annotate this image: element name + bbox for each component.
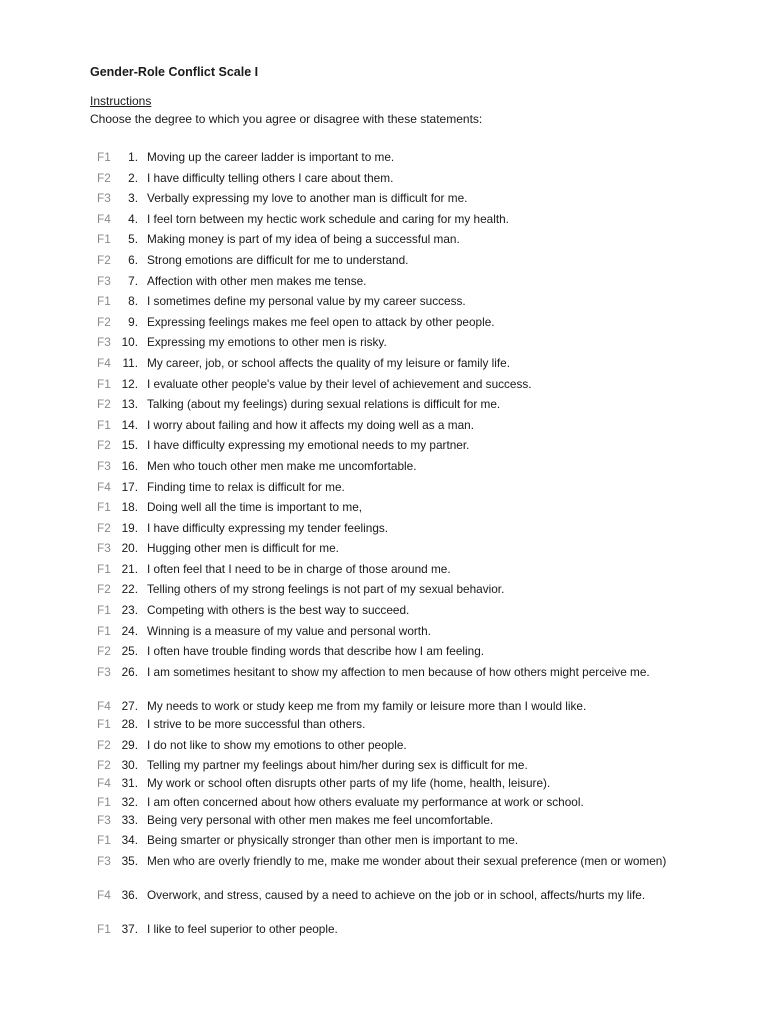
item-statement: Men who are overly friendly to me, make me wonder about their sexual preference (men or women) <box>147 853 667 868</box>
factor-code: F4 <box>97 698 111 713</box>
item-number: 14. <box>121 417 138 432</box>
scale-item <box>0 540 768 561</box>
item-statement: I feel torn between my hectic work schedule and caring for my health. <box>147 211 509 226</box>
item-statement: Winning is a measure of my value and personal worth. <box>147 623 431 638</box>
item-statement: Making money is part of my idea of being a successful man. <box>147 232 460 247</box>
factor-code: F2 <box>97 397 111 412</box>
item-number: 18. <box>121 500 138 515</box>
scale-item <box>0 643 768 664</box>
item-number: 10. <box>121 335 138 350</box>
item-number: 7. <box>128 273 138 288</box>
item-number: 33. <box>121 812 138 827</box>
item-statement: I often have trouble finding words that describe how I am feeling. <box>147 644 485 659</box>
item-number: 37. <box>121 921 138 936</box>
scale-item <box>0 561 768 582</box>
scale-item <box>0 716 768 737</box>
scale-item <box>0 417 768 438</box>
factor-code: F3 <box>97 812 111 827</box>
scale-item <box>0 355 768 376</box>
item-number: 12. <box>121 376 138 391</box>
scale-item <box>0 499 768 520</box>
factor-code: F1 <box>97 232 111 247</box>
scale-item <box>0 737 768 758</box>
item-number: 25. <box>121 644 138 659</box>
factor-code: F1 <box>97 150 111 164</box>
item-number: 5. <box>128 232 138 247</box>
scale-item <box>0 479 768 500</box>
scale-item <box>0 520 768 541</box>
document-title: Gender-Role Conflict Scale I <box>90 65 259 79</box>
item-statement: Expressing my emotions to other men is risky. <box>147 335 387 350</box>
item-number: 2. <box>128 170 138 185</box>
scale-item <box>0 170 768 191</box>
item-statement: Expressing feelings makes me feel open to attack by other people. <box>147 314 495 329</box>
item-number: 27. <box>121 698 138 713</box>
item-statement: I am sometimes hesitant to show my affection to men because of how others might perceive me. <box>147 664 650 679</box>
factor-code: F1 <box>97 500 111 515</box>
item-statement: Telling others of my strong feelings is not part of my sexual behavior. <box>147 582 505 597</box>
item-statement: Overwork, and stress, caused by a need to achieve on the job or in school, affects/hurts my life. <box>147 887 646 902</box>
item-statement: Being smarter or physically stronger than other men is important to me. <box>147 833 519 848</box>
item-statement: I worry about failing and how it affects my doing well as a man. <box>147 417 474 432</box>
factor-code: F1 <box>97 294 111 309</box>
factor-code: F2 <box>97 314 111 329</box>
factor-code: F2 <box>97 438 111 453</box>
factor-code: F2 <box>97 170 111 185</box>
scale-item <box>0 376 768 397</box>
scale-item <box>0 190 768 211</box>
factor-code: F1 <box>97 921 111 936</box>
item-number: 9. <box>128 314 138 329</box>
factor-code: F4 <box>97 211 111 226</box>
scale-item <box>0 458 768 479</box>
item-number: 36. <box>121 887 138 902</box>
factor-code: F1 <box>97 561 111 576</box>
item-number: 32. <box>121 794 138 809</box>
scale-item <box>0 921 768 942</box>
item-statement: Moving up the career ladder is important to me. <box>147 150 395 164</box>
factor-code: F4 <box>97 887 111 902</box>
item-statement: I am often concerned about how others evaluate my performance at work or school. <box>147 794 584 809</box>
item-number: 3. <box>128 191 138 206</box>
factor-code: F3 <box>97 273 111 288</box>
item-number: 24. <box>121 623 138 638</box>
item-statement: Affection with other men makes me tense. <box>147 273 367 288</box>
scale-item <box>0 853 768 887</box>
item-number: 29. <box>121 737 138 752</box>
item-statement: Finding time to relax is difficult for me. <box>147 479 345 494</box>
instructions-text: Choose the degree to which you agree or disagree with these statements: <box>90 112 483 126</box>
item-number: 13. <box>121 397 138 412</box>
item-statement: I strive to be more successful than others. <box>147 717 366 732</box>
scale-item <box>0 273 768 294</box>
item-statement: I have difficulty telling others I care about them. <box>147 170 394 185</box>
item-number: 6. <box>128 252 138 267</box>
factor-code: F3 <box>97 191 111 206</box>
scale-item <box>0 887 768 921</box>
factor-code: F4 <box>97 479 111 494</box>
factor-code: F1 <box>97 717 111 732</box>
scale-item <box>0 832 768 853</box>
item-statement: Strong emotions are difficult for me to understand. <box>147 252 409 267</box>
scale-item <box>0 293 768 314</box>
factor-code: F2 <box>97 758 111 773</box>
scale-item <box>0 775 768 793</box>
scale-item-list <box>0 149 768 942</box>
factor-code: F2 <box>97 582 111 597</box>
scale-item <box>0 664 768 698</box>
scale-item <box>0 149 768 170</box>
item-statement: My work or school often disrupts other parts of my life (home, health, leisure). <box>147 776 551 791</box>
item-number: 22. <box>121 582 138 597</box>
item-statement: Telling my partner my feelings about him/her during sex is difficult for me. <box>147 758 528 773</box>
item-number: 23. <box>121 603 138 618</box>
item-number: 4. <box>128 211 138 226</box>
factor-code: F3 <box>97 853 111 868</box>
item-number: 30. <box>121 758 138 773</box>
scale-item <box>0 698 768 716</box>
factor-code: F2 <box>97 737 111 752</box>
item-statement: Being very personal with other men makes me feel uncomfortable. <box>147 812 494 827</box>
item-number: 31. <box>121 776 138 791</box>
item-statement: My career, job, or school affects the quality of my leisure or family life. <box>147 355 511 370</box>
factor-code: F1 <box>97 603 111 618</box>
factor-code: F3 <box>97 541 111 556</box>
scale-item <box>0 602 768 623</box>
item-number: 16. <box>121 458 138 473</box>
item-statement: I often feel that I need to be in charge of those around me. <box>147 561 451 576</box>
item-statement: I sometimes define my personal value by my career success. <box>147 294 466 309</box>
scale-item <box>0 437 768 458</box>
factor-code: F1 <box>97 376 111 391</box>
factor-code: F4 <box>97 776 111 791</box>
item-statement: I evaluate other people's value by their level of achievement and success. <box>147 376 532 391</box>
scale-item <box>0 581 768 602</box>
scale-item <box>0 812 768 833</box>
item-number: 15. <box>121 438 138 453</box>
item-statement: My needs to work or study keep me from my family or leisure more than I would like. <box>147 698 587 713</box>
scale-item <box>0 794 768 812</box>
item-number: 19. <box>121 520 138 535</box>
factor-code: F3 <box>97 335 111 350</box>
item-statement: Verbally expressing my love to another man is difficult for me. <box>147 191 468 206</box>
scale-item <box>0 396 768 417</box>
factor-code: F1 <box>97 833 111 848</box>
factor-code: F2 <box>97 644 111 659</box>
scale-item <box>0 314 768 335</box>
scale-item <box>0 623 768 644</box>
item-statement: Competing with others is the best way to succeed. <box>147 603 410 618</box>
item-number: 21. <box>121 561 138 576</box>
item-number: 20. <box>121 541 138 556</box>
item-statement: I have difficulty expressing my tender feelings. <box>147 520 389 535</box>
item-statement: I have difficulty expressing my emotional needs to my partner. <box>147 438 470 453</box>
factor-code: F3 <box>97 458 111 473</box>
scale-item <box>0 231 768 252</box>
item-number: 34. <box>121 833 138 848</box>
factor-code: F1 <box>97 623 111 638</box>
item-number: 8. <box>128 294 138 309</box>
item-statement: Men who touch other men make me uncomfortable. <box>147 458 417 473</box>
item-statement: I like to feel superior to other people. <box>147 921 338 936</box>
factor-code: F4 <box>97 355 111 370</box>
scale-item <box>0 252 768 273</box>
item-number: 1. <box>128 150 138 164</box>
factor-code: F2 <box>97 520 111 535</box>
scale-item <box>0 211 768 232</box>
factor-code: F1 <box>97 417 111 432</box>
item-number: 11. <box>122 355 138 370</box>
item-number: 17. <box>121 479 138 494</box>
instructions-heading: Instructions <box>90 94 152 108</box>
factor-code: F3 <box>97 664 111 679</box>
scale-item <box>0 757 768 775</box>
scale-item <box>0 334 768 355</box>
item-number: 35. <box>121 853 138 868</box>
item-statement: Doing well all the time is important to me, <box>147 500 363 515</box>
item-statement: Hugging other men is difficult for me. <box>147 541 339 556</box>
item-number: 26. <box>121 664 138 679</box>
factor-code: F2 <box>97 252 111 267</box>
item-number: 28. <box>121 717 138 732</box>
item-statement: Talking (about my feelings) during sexual relations is difficult for me. <box>147 397 501 412</box>
item-statement: I do not like to show my emotions to other people. <box>147 737 407 752</box>
factor-code: F1 <box>97 794 111 809</box>
